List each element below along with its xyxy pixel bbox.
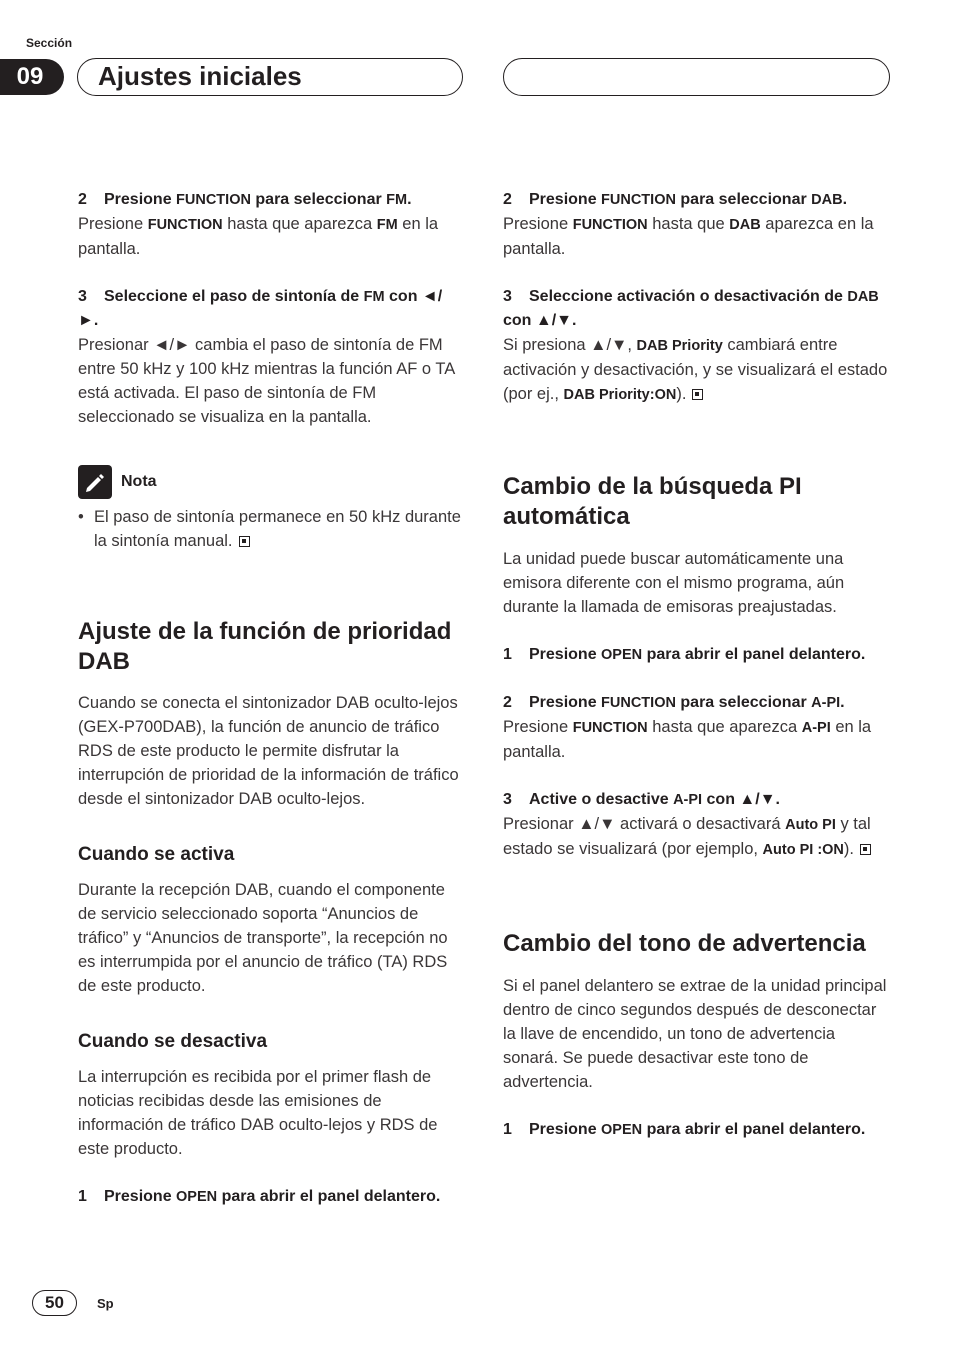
chapter-title-empty-box bbox=[503, 58, 890, 96]
section-intro: La unidad puede buscar automáticamente una emisora diferente con el mismo programa, aún durante la llamada de emisoras preajustadas. bbox=[503, 550, 845, 616]
section-label: Sección bbox=[26, 36, 73, 50]
step-heading: 3 Seleccione el paso de sintonía de FM con ◄/►. bbox=[78, 288, 443, 329]
step-body: Presionar ▲/▼ activará o desactivará Auto PI y tal estado se visualizará (por ejemplo, Auto PI :ON). bbox=[503, 815, 871, 858]
section-heading: Cambio del tono de advertencia bbox=[503, 930, 866, 957]
subsection-heading: Cuando se desactiva bbox=[78, 1031, 268, 1052]
language-code: Sp bbox=[97, 1296, 114, 1311]
left-column bbox=[78, 188, 466, 1209]
end-mark-icon bbox=[860, 844, 871, 855]
chapter-title: Ajustes iniciales bbox=[77, 58, 463, 96]
step-heading: 2 Presione FUNCTION para seleccionar A-PI. bbox=[503, 694, 845, 711]
end-mark-icon bbox=[692, 389, 703, 400]
section-intro: Si el panel delantero se extrae de la unidad principal dentro de cinco segundos después de desconectar la llave de encendido, un tono de advertencia sonará. Se puede desactivar este tono de advertencia. bbox=[503, 977, 887, 1091]
subsection-heading: Cuando se activa bbox=[78, 844, 235, 865]
step-body: Presione FUNCTION hasta que aparezca A-PI en la pantalla. bbox=[503, 718, 872, 761]
step-heading: 2 Presione FUNCTION para seleccionar DAB. bbox=[503, 191, 848, 208]
subsection-body: Durante la recepción DAB, cuando el componente de servicio seleccionado soporta “Anuncios de tráfico” y “Anuncios de transporte”, la recepción no es interrumpida por el anuncio de tráfico (TA) RDS de este producto. bbox=[78, 881, 448, 995]
end-mark-icon bbox=[239, 536, 250, 547]
page-number: 50 bbox=[32, 1290, 77, 1316]
subsection-body: La interrupción es recibida por el primer flash de noticias recibidas desde las emisiones de información de tráfico DAB oculto-lejos y RDS de este producto. bbox=[78, 1068, 438, 1158]
step-body: Si presiona ▲/▼, DAB Priority cambiará entre activación y desactivación, y se visualizará el estado (por ej., DAB Priority:ON). bbox=[503, 336, 888, 403]
step-body: Presione FUNCTION hasta que aparezca FM en la pantalla. bbox=[78, 215, 439, 258]
section-number-badge: 09 bbox=[0, 59, 64, 95]
section-heading: Ajuste de la función de prioridad DAB bbox=[78, 618, 452, 675]
section-heading: Cambio de la búsqueda PI automática bbox=[503, 473, 802, 530]
step-heading: 3 Active o desactive A-PI con ▲/▼. bbox=[503, 791, 780, 808]
step-heading: 1 Presione OPEN para abrir el panel delantero. bbox=[503, 1121, 866, 1138]
note-header bbox=[78, 465, 466, 499]
note-bullet: • El paso de sintonía permanece en 50 kHz durante la sintonía manual. bbox=[78, 508, 461, 550]
pencil-note-icon bbox=[78, 465, 112, 499]
step-heading: 3 Seleccione activación o desactivación de DAB con ▲/▼. bbox=[503, 288, 879, 329]
step-heading: 1 Presione OPEN para abrir el panel delantero. bbox=[503, 646, 866, 663]
note-label: Nota bbox=[121, 473, 157, 490]
section-intro: Cuando se conecta el sintonizador DAB oculto-lejos (GEX-P700DAB), la función de anuncio de tráfico RDS de este producto le permite disfrutar la interrupción de prioridad de la información de tráfico desde el sintonizador DAB oculto-lejos. bbox=[78, 694, 459, 808]
step-heading: 1 Presione OPEN para abrir el panel delantero. bbox=[78, 1188, 441, 1205]
step-body: Presione FUNCTION hasta que DAB aparezca en la pantalla. bbox=[503, 215, 874, 258]
right-column bbox=[503, 188, 891, 1142]
step-heading: 2 Presione FUNCTION para seleccionar FM. bbox=[78, 191, 412, 208]
step-body: Presionar ◄/► cambia el paso de sintonía de FM entre 50 kHz y 100 kHz mientras la función AF o TA está activada. El paso de sintonía de FM seleccionado se visualiza en la pantalla. bbox=[78, 336, 455, 426]
